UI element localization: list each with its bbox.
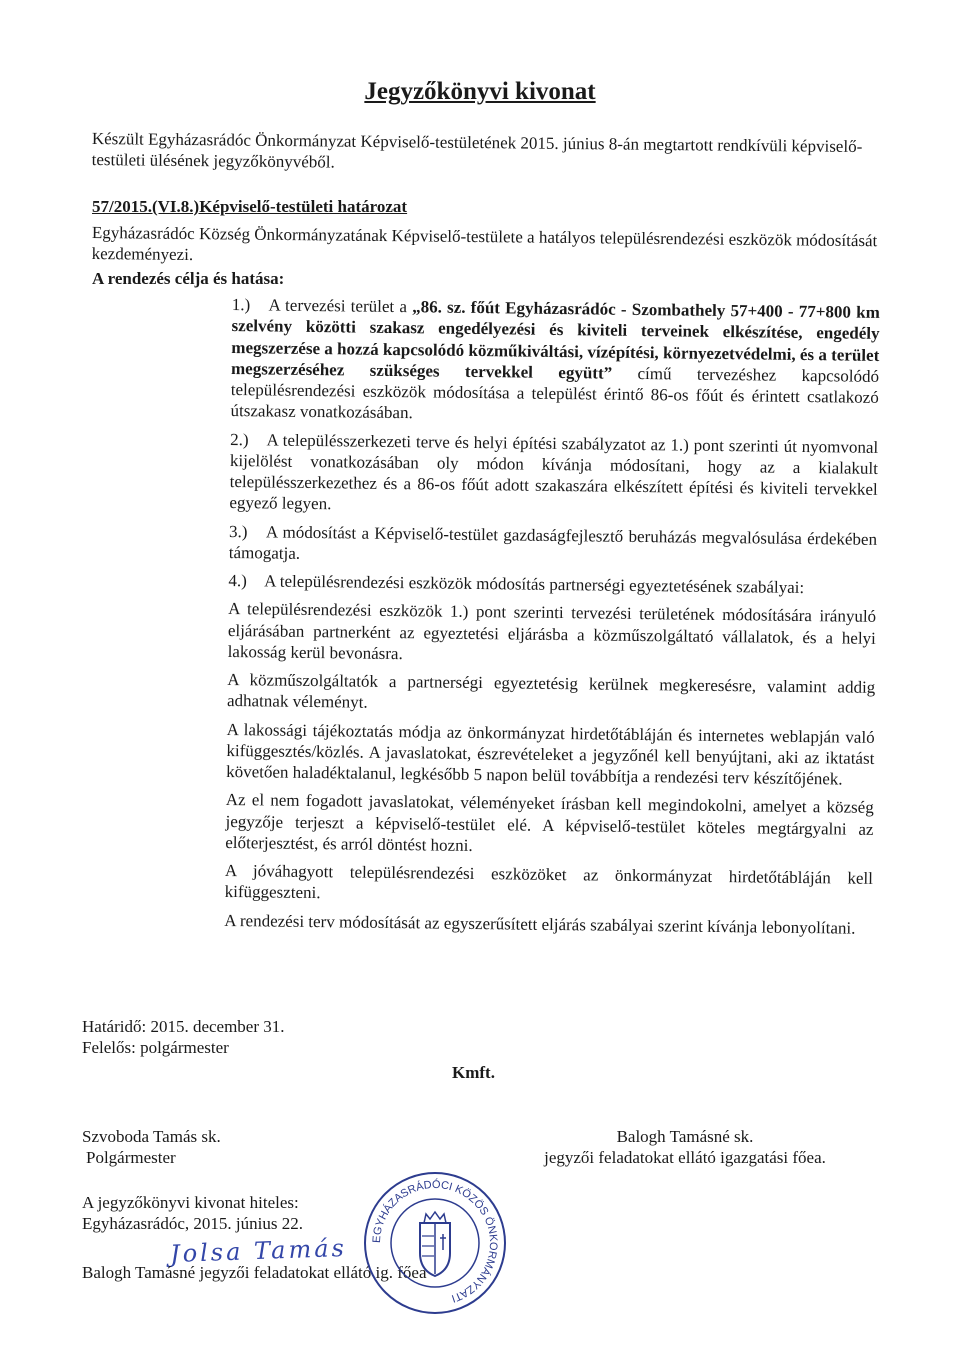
- item-text: A településrendezési eszközök módosítás partnerségi egyeztetésének szabályai:: [264, 571, 805, 598]
- item-number: 1.): [231, 294, 251, 315]
- mayor-role: Polgármester: [86, 1148, 176, 1168]
- paragraph: A településrendezési eszközök 1.) pont szerinti tervezési területének módosítására irányuló eljárásában partnerként az egyeztetési eljárásba a közműszolgáltató vállalatok, és a helyi lakosság kerül bevonásra.: [227, 599, 877, 663]
- notary-role: jegyzői feladatokat ellátó igazgatási főea.: [544, 1148, 826, 1168]
- item-number: 3.): [228, 521, 248, 541]
- mayor-signature-block: [82, 1126, 221, 1169]
- notary-name: Balogh Tamásné sk.: [616, 1127, 754, 1146]
- item-lead: A tervezési terület a: [268, 295, 408, 317]
- handwritten-signature: Jolsa Tamás: [169, 1233, 348, 1269]
- item-1: [230, 294, 880, 429]
- certification-date: Egyházasrádóc, 2015. június 22.: [82, 1214, 303, 1234]
- coat-of-arms-icon: [420, 1212, 450, 1276]
- paragraph: A rendezési terv módosítását az egyszerűsített eljárás szabályai szerint kívánja lebonyolítani.: [224, 910, 856, 938]
- item-text: című tervezéshez kapcsolódó településrendezési eszközök módosítása a települést érintő 86-os főút és érintett csatlakozó útszakasz vonatkozásában.: [230, 363, 880, 423]
- paragraph: A jóváhagyott településrendezési eszközöket az önkormányzat hirdetőtábláján kell kifüggeszteni.: [224, 860, 874, 903]
- notary-signature-block: [520, 1126, 850, 1169]
- item-3: [229, 520, 877, 570]
- certification-heading: A jegyzőkönyvi kivonat hiteles:: [82, 1193, 299, 1212]
- item-number: 4.): [228, 570, 248, 591]
- deadline-block: [82, 1016, 285, 1059]
- resolution-text: Egyházasrádóc Község Önkormányzatának Képviselő-testülete a hatályos településrendezési eszközök módosítását kezdeményezi.: [91, 222, 878, 265]
- certifier-line: Balogh Tamásné jegyzői feladatokat ellátó ig. főea: [82, 1263, 427, 1282]
- paragraph: A lakossági tájékoztatás módja az önkormányzat hirdetőtábláján és internetes weblapján való kifüggesztés/közlés. A javaslatokat, észrevételeket a jegyzőnél kell benyújtani, aki az iktatást követően haladéktalanul, legkésőbb 5 napon belül továbbítja a rendezési terv készítőjének.: [226, 719, 875, 789]
- kmft-label: Kmft.: [452, 1063, 495, 1082]
- mayor-name: Szvoboda Tamás sk.: [82, 1127, 221, 1146]
- goal-heading: A rendezés célja és hatása:: [92, 269, 285, 288]
- item-4: [228, 570, 876, 599]
- item-2: [229, 428, 878, 521]
- deadline-text: Határidő: 2015. december 31.: [82, 1017, 285, 1036]
- certification-block: [82, 1192, 303, 1235]
- item-text: A településszerkezeti terve és helyi építési szabályzatot az 1.) pont szerinti út nyomvonal kijelölést vonatkozásában oly módon kívánja módosítani, hogy az a kialakult településszerkezethez és a 86-os főút adott szakaszára elkészített építési és kiviteli tervekkel egyező legyen.: [229, 429, 879, 514]
- item-number: 2.): [230, 429, 249, 449]
- document-title: Jegyzőkönyvi kivonat: [364, 78, 596, 105]
- intro-paragraph: Készült Egyházasrádóc Önkormányzat Képviselő-testületének 2015. június 8-án megtartott rendkívüli képviselő-testületi ülésének jegyzőkönyvéből.: [91, 128, 863, 172]
- item-text: A módosítást a Képviselő-testület gazdaságfejlesztő beruházás megvalósulása érdekében támogatja.: [228, 521, 878, 563]
- item-project-title: „86. sz. főút Egyházasrádóc - Szombathely 57+400 - 77+800 km szelvény közötti szakasz engedélyezési és kiviteli terveinek elkészítése, engedély megszerzése a hozzá kapcsolódó közműkiváltási, vízépítési, környezetvédelmi, és a terület megszerzéséhez szükséges tervekkel együtt”: [230, 297, 880, 383]
- stamp-text-path: EGYHÁZASRÁDÓCI KÖZÖS ÖNKORMÁNYZATI: [370, 1178, 500, 1305]
- resolution-items: [224, 294, 880, 946]
- resolution-number: 57/2015.(VI.8.)Képviselő-testületi határozat: [92, 197, 408, 216]
- paragraph: Az el nem fogadott javaslatokat, véleményeket írásban kell megindokolni, amelyet a község jegyzője terjeszt a képviselő-testület elé. A képviselő-testület köteles megtárgyalni az előterjesztést, és arról döntést hozni.: [225, 790, 874, 855]
- paragraph: A közműszolgáltatók a partnerségi egyeztetésig kerülnek megkeresésre, valamint addig adhatnak véleményt.: [226, 669, 876, 712]
- responsible-text: Felelős: polgármester: [82, 1038, 229, 1058]
- official-stamp: [360, 1168, 510, 1318]
